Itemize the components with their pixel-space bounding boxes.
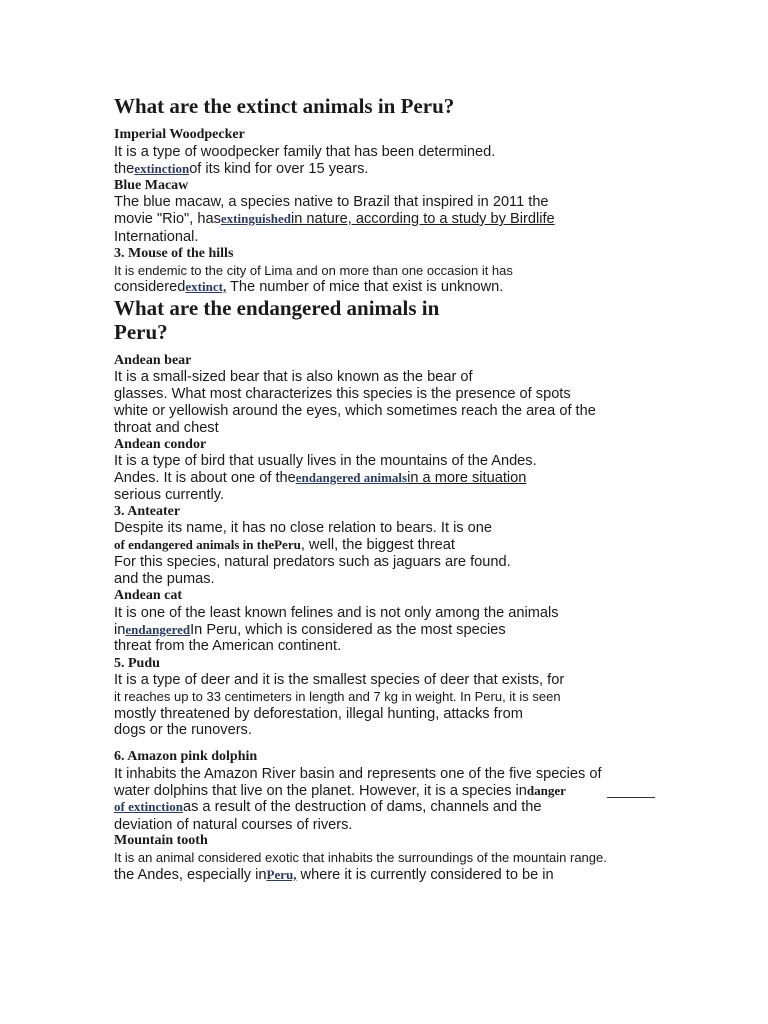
endangered-animals-link[interactable]: endangered animals (295, 470, 408, 485)
anteater-text-line-4: and the pumas. (114, 571, 215, 587)
mouse-text-suffix: The number of mice that exist is unknown. (226, 279, 504, 295)
mountain-text-line-1: It is an animal considered exotic that inhabits the surroundings of the mountain range. (114, 850, 607, 865)
anteater-text-line-3: For this species, natural predators such as jaguars are found. (114, 554, 511, 570)
title-endangered-animals-line-1: What are the endangered animals in (114, 296, 440, 320)
extinction-link[interactable]: extinction (134, 161, 190, 176)
pudu-text-line-1: It is a type of deer and it is the smallest species of deer that exists, for (114, 672, 565, 688)
danger-keyword: danger (526, 783, 566, 798)
macaw-text-prefix: movie "Rio", has (114, 211, 221, 227)
heading-andean-bear: Andean bear (114, 353, 192, 368)
condor-text-line-3: serious currently. (114, 487, 225, 503)
dolphin-text-line-1: It inhabits the Amazon River basin and represents one of the five species of (114, 766, 602, 782)
dolphin-text-prefix: water dolphins that live on the planet. However, it is a species in (114, 783, 527, 799)
pudu-text-line-2: it reaches up to 33 centimeters in length and 7 kg in weight. In Peru, it is seen (114, 689, 561, 704)
cat-text-line-3: threat from the American continent. (114, 638, 342, 654)
condor-text-line-1: It is a type of bird that usually lives in the mountains of the Andes. (114, 453, 537, 469)
heading-amazon-pink-dolphin: 6. Amazon pink dolphin (114, 749, 258, 764)
condor-text-suffix: in a more situation (407, 470, 527, 486)
heading-andean-condor: Andean condor (114, 437, 207, 452)
macaw-text-line-3: International. (114, 229, 199, 245)
anteater-text-suffix: , well, the biggest threat (300, 537, 455, 553)
condor-text-prefix: Andes. It is about one of the (114, 470, 296, 486)
cat-text-prefix: in (114, 622, 126, 638)
heading-mountain-tooth: Mountain tooth (114, 833, 208, 848)
macaw-text-line-1: The blue macaw, a species native to Brazil that inspired in 2011 the (114, 194, 549, 210)
cat-text-line-2 (114, 622, 506, 638)
title-extinct-animals: What are the extinct animals in Peru? (114, 94, 455, 118)
mouse-text-line-2 (114, 279, 503, 295)
bear-text-line-2: glasses. What most characterizes this species is the presence of spots (114, 386, 571, 402)
pudu-text-line-3: mostly threatened by deforestation, illegal hunting, attacks from (114, 706, 523, 722)
peru-keyword: Peru (274, 537, 301, 552)
mouse-text-prefix: considered (114, 279, 186, 295)
pudu-text-line-4: dogs or the runovers. (114, 722, 252, 738)
woodpecker-text-line-1: It is a type of woodpecker family that has been determined. (114, 144, 496, 160)
macaw-text-suffix: in nature, according to a study by Birdlife (290, 211, 555, 227)
anteater-text-line-2 (114, 537, 455, 553)
endangered-link[interactable]: endangered (125, 622, 191, 637)
blank-underline (607, 797, 655, 798)
bear-text-line-1: It is a small-sized bear that is also known as the bear of (114, 369, 473, 385)
condor-text-line-2 (114, 470, 526, 486)
title-endangered-animals-line-2: Peru? (114, 320, 168, 344)
dolphin-text-line-4: deviation of natural courses of rivers. (114, 817, 353, 833)
cat-text-suffix: In Peru, which is considered as the most species (190, 622, 506, 638)
of-extinction-link[interactable]: of extinction (114, 799, 183, 814)
heading-blue-macaw: Blue Macaw (114, 178, 189, 193)
dolphin-text-suffix: as a result of the destruction of dams, channels and the (182, 799, 542, 815)
mountain-text-prefix: the Andes, especially in (114, 867, 267, 883)
heading-anteater: 3. Anteater (114, 504, 181, 519)
cat-text-line-1: It is one of the least known felines and is not only among the animals (114, 605, 559, 621)
woodpecker-text-line-2 (114, 161, 368, 177)
mountain-text-line-2 (114, 867, 554, 883)
extinguished-link[interactable]: extinguished (220, 211, 291, 226)
bear-text-line-4: throat and chest (114, 420, 219, 436)
extinct-link[interactable]: extinct, (185, 279, 227, 294)
anteater-text-line-1: Despite its name, it has no close relation to bears. It is one (114, 520, 493, 536)
woodpecker-text-suffix: of its kind for over 15 years. (189, 161, 369, 177)
anteater-text-prefix: of endangered animals in the (114, 537, 275, 552)
heading-imperial-woodpecker: Imperial Woodpecker (114, 127, 245, 142)
heading-pudu: 5. Pudu (114, 656, 160, 671)
mountain-text-suffix: where it is currently considered to be in (296, 867, 554, 883)
heading-mouse-of-the-hills: 3. Mouse of the hills (114, 246, 234, 261)
dolphin-text-line-2 (114, 783, 566, 799)
bear-text-line-3: white or yellowish around the eyes, which sometimes reach the area of the (114, 403, 596, 419)
dolphin-text-line-3 (114, 799, 542, 815)
macaw-text-line-2 (114, 211, 555, 227)
mouse-text-line-1: It is endemic to the city of Lima and on more than one occasion it has (114, 263, 513, 278)
woodpecker-text-prefix: the (114, 161, 135, 177)
peru-link[interactable]: Peru, (266, 867, 297, 882)
heading-andean-cat: Andean cat (114, 588, 183, 603)
